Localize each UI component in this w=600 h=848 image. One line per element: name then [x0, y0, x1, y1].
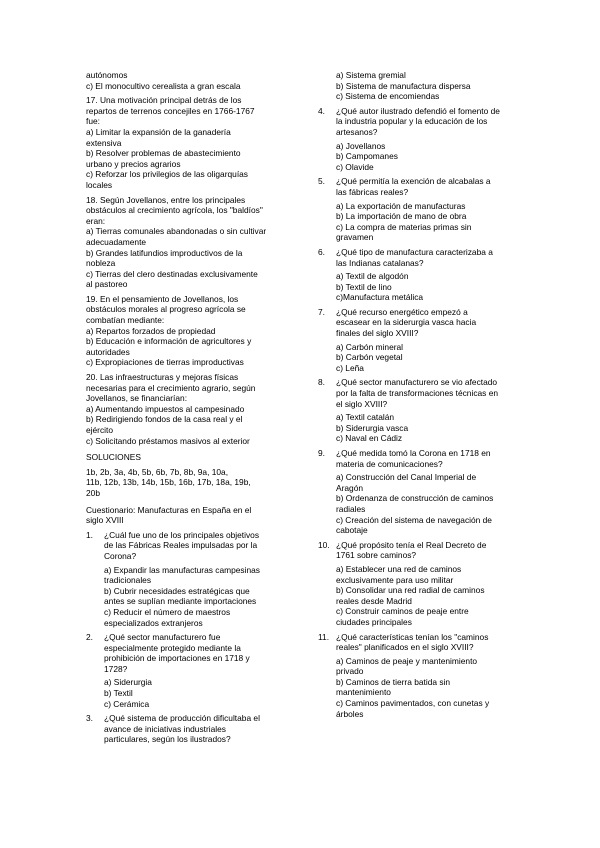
question-stem: ¿Qué sector manufacturero se vio afectado	[336, 377, 498, 388]
answer-option: c) Naval en Cádiz	[336, 433, 403, 444]
answer-option: ejército	[86, 425, 113, 435]
answer-option: radiales	[336, 503, 366, 514]
answer-option: c) Leña	[336, 362, 364, 373]
answer-option: a) Carbón mineral	[336, 341, 404, 352]
answer-option: antes se suplían mediante importaciones	[104, 596, 257, 607]
answer-option: b) Campomanes	[336, 151, 398, 162]
answer-option: a) Tierras comunales abandonadas o sin cultivar	[86, 226, 267, 237]
question-stem: particulares, según los ilustrados?	[104, 734, 231, 745]
solutions-line: 20b	[86, 487, 100, 498]
question-number: 5.	[318, 176, 325, 187]
question-number: 6.	[318, 246, 325, 257]
answer-option: b) Educación e información de agricultores y	[86, 336, 252, 347]
answer-option: b) Consolidar una red radial de caminos	[336, 585, 485, 596]
question-stem: 17. Una motivación principal detrás de los	[86, 95, 242, 106]
answer-option: c) Caminos pavimentados, con cunetas y	[336, 698, 490, 709]
question-7	[318, 307, 514, 339]
answer-option: c) Expropiaciones de tierras improductivas	[86, 357, 244, 368]
question-6-options	[318, 271, 514, 303]
question-19	[86, 294, 272, 368]
question-stem: 1761 sobre caminos?	[336, 550, 417, 561]
answer-option: a) Textil catalán	[336, 412, 395, 423]
question-stem: obstáculos morales al progreso agrícola se	[86, 304, 246, 315]
question-stem: ¿Qué medida tomó la Corona en 1718 en	[336, 448, 491, 458]
question-stem: ¿Qué tipo de manufactura caracterizaba a	[336, 246, 493, 257]
answer-option: b) Redirigiendo fondos de la casa real y el	[86, 414, 243, 425]
question-stem: Jovellanos, se financiarían:	[86, 393, 188, 404]
question-8	[318, 377, 514, 409]
question-stem: artesanos?	[336, 126, 378, 137]
question-stem: prohibición de importaciones en 1718 y	[104, 653, 250, 664]
answer-option: c) Sistema de encomiendas	[336, 91, 440, 102]
question-stem: 20. Las infraestructuras y mejoras físicas	[86, 372, 239, 383]
question-number: 10.	[318, 539, 330, 550]
question-stem: escasear en la siderurgia vasca hacia	[336, 317, 477, 328]
question-stem: de las Fábricas Reales impulsadas por la	[104, 540, 258, 551]
answer-option: árboles	[336, 708, 364, 719]
answer-option: reales desde Madrid	[336, 595, 412, 606]
answer-option: urbano y precios agrarios	[86, 158, 181, 169]
question-number: 2.	[86, 632, 93, 643]
left-column	[86, 70, 272, 745]
question-stem: ¿Qué características tenían los "caminos	[336, 631, 489, 642]
right-column	[318, 70, 514, 719]
answer-option: a) La exportación de manufacturas	[336, 200, 466, 211]
question-20	[86, 372, 272, 446]
quiz-title-line: Cuestionario: Manufacturas en España en el	[86, 504, 252, 515]
answer-option: b) La importación de mano de obra	[336, 211, 467, 222]
answer-option: autoridades	[86, 346, 130, 357]
question-number: 1.	[86, 529, 93, 540]
question-1-options	[86, 565, 272, 629]
answer-option: b) Siderurgia vasca	[336, 422, 409, 433]
answer-option: c) La compra de materias primas sin	[336, 221, 472, 232]
question-stem: las Indianas catalanas?	[336, 257, 424, 268]
question-number: 7.	[318, 306, 325, 317]
answer-option: gravamen	[336, 232, 374, 243]
question-stem: el siglo XVIII?	[336, 398, 388, 409]
question-1	[86, 530, 272, 562]
question-number: 9.	[318, 448, 325, 458]
question-number: 8.	[318, 377, 325, 388]
answer-option: tradicionales	[104, 575, 152, 586]
question-10-options	[318, 564, 514, 628]
answer-option: nobleza	[86, 258, 116, 269]
answer-option: c) Tierras del clero destinadas exclusivamente	[86, 268, 258, 279]
question-stem: avance de iniciativas industriales	[104, 723, 226, 734]
answer-option: a) Aumentando impuestos al campesinado	[86, 403, 245, 414]
text-line: autónomos	[86, 70, 128, 80]
answer-option: locales	[86, 179, 113, 190]
question-number: 11.	[318, 631, 330, 642]
answer-option: b) Textil de lino	[336, 281, 392, 292]
question-6	[318, 247, 514, 268]
question-17	[86, 95, 272, 190]
answer-option: c) Creación del sistema de navegación de	[336, 514, 492, 525]
question-stem: la industria popular y la educación de los	[336, 116, 488, 127]
answer-option: extensiva	[86, 137, 122, 148]
answer-option: mantenimiento	[336, 687, 391, 698]
solutions-list	[86, 467, 272, 499]
answer-option: c)Manufactura metálica	[336, 292, 424, 303]
question-9-options	[318, 472, 514, 536]
question-18	[86, 195, 272, 290]
question-stem: ¿Qué sector manufacturero fue	[104, 632, 221, 643]
answer-option: a) Establecer una red de caminos	[336, 563, 462, 574]
answer-option: ciudades principales	[336, 616, 412, 627]
solutions-line: 11b, 12b, 13b, 14b, 15b, 16b, 17b, 18a, 19b,	[86, 477, 251, 488]
question-stem: por la falta de transformaciones técnicas en	[336, 388, 499, 399]
answer-option: a) Limitar la expansión de la ganadería	[86, 126, 231, 137]
question-11	[318, 632, 514, 653]
question-10	[318, 540, 514, 561]
quiz-title	[86, 505, 272, 526]
question-stem: obstáculos al crecimiento agrícola, los "baldíos"	[86, 205, 263, 216]
question-stem: reales" planificados en el siglo XVIII?	[336, 642, 474, 653]
answer-option: b) Cubrir necesidades estratégicas que	[104, 585, 250, 596]
answer-option: al pastoreo	[86, 279, 128, 290]
question-stem: repartos de terrenos concejiles en 1766-1767	[86, 105, 255, 116]
answer-option: b) Resolver problemas de abastecimiento	[86, 148, 241, 159]
question-stem: las fábricas reales?	[336, 186, 409, 197]
answer-option: c) Cerámica	[104, 698, 150, 709]
answer-option: b) Textil	[104, 688, 133, 699]
answer-option: b) Grandes latifundios improductivos de la	[86, 247, 243, 258]
answer-option: c) Olavide	[336, 161, 374, 172]
answer-option: b) Carbón vegetal	[336, 352, 403, 363]
text-line: c) El monocultivo cerealista a gran escala	[86, 80, 241, 91]
answer-option: c) Reducir el número de maestros	[104, 606, 231, 617]
answer-option: exclusivamente para uso militar	[336, 574, 454, 585]
question-number: 4.	[318, 105, 325, 116]
answer-option: a) Sistema gremial	[336, 70, 406, 80]
answer-option: b) Caminos de tierra batida sin	[336, 676, 451, 687]
question-4-options	[318, 141, 514, 173]
question-4	[318, 106, 514, 138]
question-stem: eran:	[86, 215, 106, 226]
question-stem: Corona?	[104, 550, 137, 561]
answer-option: a) Textil de algodón	[336, 271, 409, 282]
answer-option: privado	[336, 666, 364, 677]
question-7-options	[318, 342, 514, 374]
question-3	[86, 713, 272, 745]
question-stem: ¿Qué propósito tenía el Real Decreto de	[336, 539, 487, 550]
question-5-options	[318, 201, 514, 243]
question-number: 3.	[86, 713, 93, 724]
answer-option: c) Construir caminos de peaje entre	[336, 606, 469, 617]
question-stem: finales del siglo XVIII?	[336, 328, 419, 339]
question-stem: materia de comunicaciones?	[336, 458, 443, 469]
answer-option: b) Ordenanza de construcción de caminos	[336, 493, 494, 504]
question-2-options	[86, 677, 272, 709]
question-stem: ¿Qué sistema de producción dificultaba el	[104, 713, 260, 724]
question-11-options	[318, 656, 514, 720]
question-2	[86, 632, 272, 674]
answer-option: b) Sistema de manufactura dispersa	[336, 80, 471, 91]
answer-option: c) Solicitando préstamos masivos al exterior	[86, 435, 250, 446]
question-stem: 1728?	[104, 663, 128, 674]
solutions-line: 1b, 2b, 3a, 4b, 5b, 6b, 7b, 8b, 9a, 10a,	[86, 466, 229, 477]
question-stem: combatían mediante:	[86, 315, 165, 326]
answer-option: a) Repartos forzados de propiedad	[86, 325, 216, 336]
quiz-title-line: siglo XVIII	[86, 515, 124, 526]
answer-option: a) Siderurgia	[104, 677, 152, 688]
answer-option: adecuadamente	[86, 236, 147, 247]
question-stem: 18. Según Jovellanos, entre los principales	[86, 194, 246, 205]
question-stem: 19. En el pensamiento de Jovellanos, los	[86, 293, 239, 304]
question-stem: ¿Qué permitía la exención de alcabalas a	[336, 176, 491, 187]
question-stem: necesarias para el crecimiento agrario, según	[86, 382, 256, 393]
question-8-options	[318, 412, 514, 444]
question-3-options	[318, 70, 514, 102]
continuation-text	[86, 70, 272, 91]
question-stem: ¿Cuál fue uno de los principales objetivos	[104, 529, 260, 540]
solutions-heading: SOLUCIONES	[86, 452, 141, 463]
answer-option: cabotaje	[336, 525, 368, 536]
question-stem: ¿Qué recurso energético empezó a	[336, 306, 468, 317]
answer-option: a) Caminos de peaje y mantenimiento	[336, 655, 478, 666]
answer-option: a) Expandir las manufacturas campesinas	[104, 564, 260, 575]
question-9	[318, 448, 514, 469]
question-stem: especialmente protegido mediante la	[104, 642, 241, 653]
question-stem: fue:	[86, 116, 100, 127]
answer-option: a) Construcción del Canal Imperial de	[336, 472, 477, 483]
question-5	[318, 176, 514, 197]
answer-option: Aragón	[336, 482, 364, 493]
answer-option: especializados extranjeros	[104, 617, 203, 628]
answer-option: a) Jovellanos	[336, 140, 386, 151]
answer-option: c) Reforzar los privilegios de las oligarquías	[86, 169, 248, 180]
question-stem: ¿Qué autor ilustrado defendió el fomento de	[336, 105, 500, 116]
